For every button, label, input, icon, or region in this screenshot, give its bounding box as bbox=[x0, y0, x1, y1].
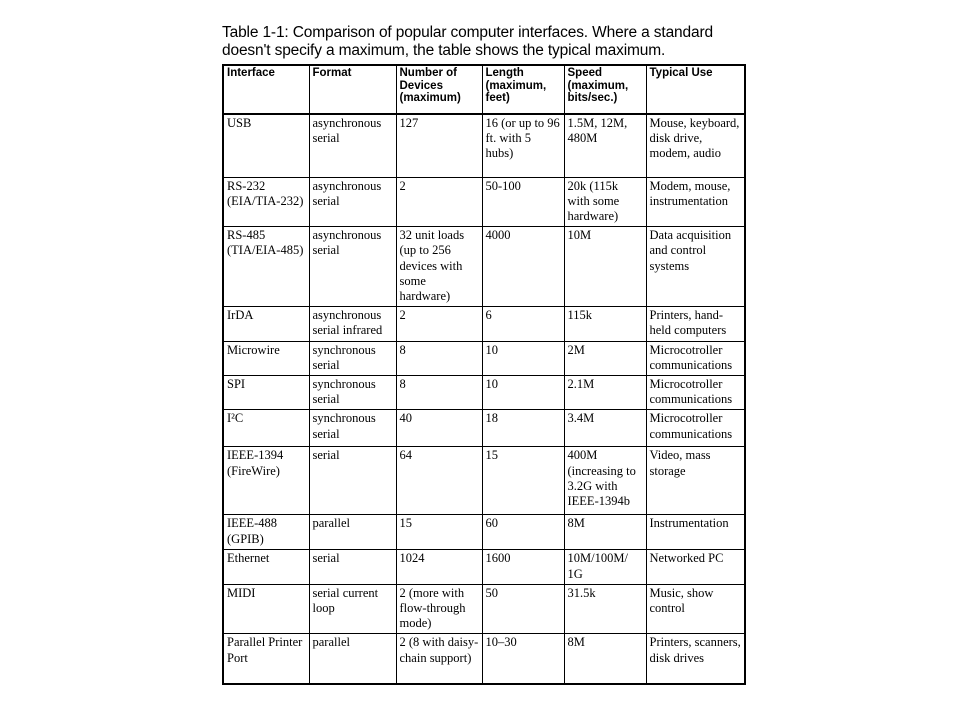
table-row-ieee-488 bbox=[223, 515, 745, 550]
header-speed: Speed (maximum, bits/sec.) bbox=[564, 65, 646, 114]
cell-length: 1600 bbox=[482, 550, 564, 584]
cell-devices: 40 bbox=[396, 410, 482, 447]
cell-devices: 64 bbox=[396, 447, 482, 515]
table-row-microwire bbox=[223, 341, 745, 375]
cell-speed: 115k bbox=[564, 307, 646, 341]
cell-speed: 400M (increasing to 3.2G with IEEE-1394b bbox=[564, 447, 646, 515]
cell-devices: 2 (more with flow-through mode) bbox=[396, 584, 482, 634]
cell-devices: 2 bbox=[396, 307, 482, 341]
cell-format: serial current loop bbox=[309, 584, 396, 634]
cell-typical-use: Modem, mouse, instrumentation bbox=[646, 177, 745, 227]
cell-format: parallel bbox=[309, 515, 396, 550]
cell-devices: 2 (8 with daisy-chain support) bbox=[396, 634, 482, 684]
cell-typical-use: Mouse, keyboard, disk drive, modem, audio bbox=[646, 114, 745, 177]
table-row-ethernet bbox=[223, 550, 745, 584]
cell-typical-use: Networked PC bbox=[646, 550, 745, 584]
cell-length: 16 (or up to 96 ft. with 5 hubs) bbox=[482, 114, 564, 177]
table-row-irda bbox=[223, 307, 745, 341]
table-row-midi bbox=[223, 584, 745, 634]
cell-format: synchronous serial bbox=[309, 410, 396, 447]
table-caption bbox=[222, 24, 752, 60]
cell-format: asynchronous serial bbox=[309, 177, 396, 227]
cell-interface: IEEE-1394 (FireWire) bbox=[223, 447, 309, 515]
cell-interface: MIDI bbox=[223, 584, 309, 634]
cell-typical-use: Instrumentation bbox=[646, 515, 745, 550]
header-typical-use: Typical Use bbox=[646, 65, 745, 114]
cell-devices: 1024 bbox=[396, 550, 482, 584]
cell-devices: 32 unit loads (up to 256 devices with some hardware) bbox=[396, 227, 482, 307]
cell-length: 60 bbox=[482, 515, 564, 550]
cell-typical-use: Microcotroller communications bbox=[646, 410, 745, 447]
table-row-rs-232 bbox=[223, 177, 745, 227]
cell-typical-use: Music, show control bbox=[646, 584, 745, 634]
cell-interface: RS-485 (TIA/EIA-485) bbox=[223, 227, 309, 307]
cell-typical-use: Printers, hand-held computers bbox=[646, 307, 745, 341]
cell-interface: I²C bbox=[223, 410, 309, 447]
header-row bbox=[223, 65, 745, 114]
cell-length: 10 bbox=[482, 341, 564, 375]
cell-format: asynchronous serial infrared bbox=[309, 307, 396, 341]
header-format: Format bbox=[309, 65, 396, 114]
cell-typical-use: Data acquisition and control systems bbox=[646, 227, 745, 307]
cell-length: 6 bbox=[482, 307, 564, 341]
table-body bbox=[223, 114, 745, 684]
cell-format: serial bbox=[309, 550, 396, 584]
cell-typical-use: Video, mass storage bbox=[646, 447, 745, 515]
table-row-parallel-printer-port bbox=[223, 634, 745, 684]
cell-typical-use: Microcotroller communications bbox=[646, 341, 745, 375]
cell-interface: RS-232 (EIA/TIA-232) bbox=[223, 177, 309, 227]
cell-speed: 10M bbox=[564, 227, 646, 307]
cell-length: 50-100 bbox=[482, 177, 564, 227]
cell-speed: 2M bbox=[564, 341, 646, 375]
cell-interface: IEEE-488 (GPIB) bbox=[223, 515, 309, 550]
cell-speed: 10M/100M/ 1G bbox=[564, 550, 646, 584]
cell-format: synchronous serial bbox=[309, 341, 396, 375]
cell-speed: 20k (115k with some hardware) bbox=[564, 177, 646, 227]
table-row-rs-485 bbox=[223, 227, 745, 307]
cell-length: 15 bbox=[482, 447, 564, 515]
caption-line-2: doesn't specify a maximum, the table shows the typical maximum. bbox=[222, 42, 666, 59]
cell-length: 18 bbox=[482, 410, 564, 447]
cell-devices: 8 bbox=[396, 341, 482, 375]
cell-length: 10–30 bbox=[482, 634, 564, 684]
header-length: Length (maximum, feet) bbox=[482, 65, 564, 114]
table-row-i2c bbox=[223, 410, 745, 447]
cell-interface: Parallel Printer Port bbox=[223, 634, 309, 684]
cell-format: asynchronous serial bbox=[309, 114, 396, 177]
table-row-ieee-1394 bbox=[223, 447, 745, 515]
table-header bbox=[223, 65, 745, 114]
cell-interface: Ethernet bbox=[223, 550, 309, 584]
cell-format: asynchronous serial bbox=[309, 227, 396, 307]
cell-typical-use: Printers, scanners, disk drives bbox=[646, 634, 745, 684]
cell-format: serial bbox=[309, 447, 396, 515]
cell-speed: 8M bbox=[564, 515, 646, 550]
cell-devices: 15 bbox=[396, 515, 482, 550]
header-devices: Number of Devices (maximum) bbox=[396, 65, 482, 114]
cell-interface: IrDA bbox=[223, 307, 309, 341]
caption-line-1: Table 1-1: Comparison of popular computer interfaces. Where a standard bbox=[222, 24, 713, 41]
cell-speed: 8M bbox=[564, 634, 646, 684]
cell-interface: USB bbox=[223, 114, 309, 177]
cell-devices: 2 bbox=[396, 177, 482, 227]
cell-typical-use: Microcotroller communications bbox=[646, 375, 745, 409]
cell-speed: 3.4M bbox=[564, 410, 646, 447]
header-interface: Interface bbox=[223, 65, 309, 114]
cell-devices: 8 bbox=[396, 375, 482, 409]
cell-format: synchronous serial bbox=[309, 375, 396, 409]
cell-devices: 127 bbox=[396, 114, 482, 177]
cell-speed: 31.5k bbox=[564, 584, 646, 634]
cell-speed: 2.1M bbox=[564, 375, 646, 409]
cell-speed: 1.5M, 12M, 480M bbox=[564, 114, 646, 177]
cell-length: 50 bbox=[482, 584, 564, 634]
cell-format: parallel bbox=[309, 634, 396, 684]
cell-interface: SPI bbox=[223, 375, 309, 409]
cell-interface: Microwire bbox=[223, 341, 309, 375]
cell-length: 4000 bbox=[482, 227, 564, 307]
interface-comparison-table bbox=[222, 64, 746, 685]
cell-length: 10 bbox=[482, 375, 564, 409]
table-row-spi bbox=[223, 375, 745, 409]
table-row-usb bbox=[223, 114, 745, 177]
